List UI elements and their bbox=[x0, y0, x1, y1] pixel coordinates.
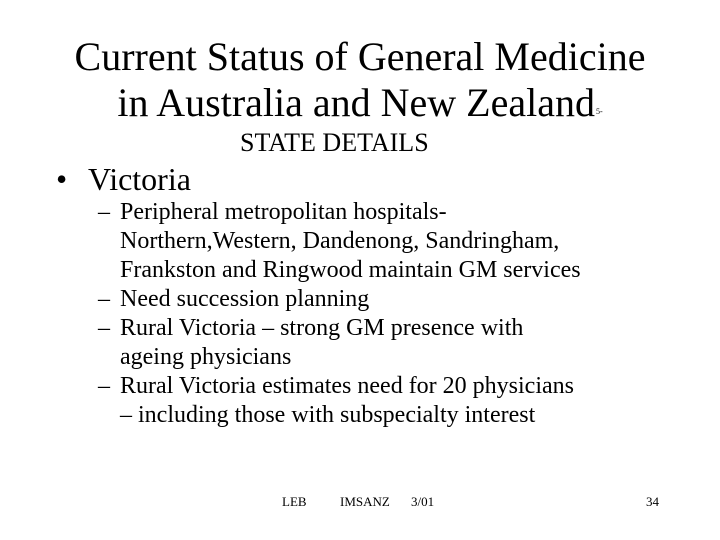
sub-bullet-succession bbox=[98, 285, 708, 314]
sub-bullet-line: Rural Victoria estimates need for 20 physicians bbox=[120, 373, 574, 399]
footer-date: 3/01 bbox=[411, 494, 435, 509]
sub-bullet-line: ageing physicians bbox=[120, 344, 292, 370]
title-line-1: Current Status of General Medicine bbox=[74, 34, 646, 79]
dash-icon: – bbox=[98, 373, 110, 399]
slide-title bbox=[0, 34, 720, 137]
footer-organization: IMSANZ bbox=[340, 494, 390, 509]
sub-bullet-hospitals bbox=[98, 198, 708, 285]
dash-icon: – bbox=[98, 315, 110, 341]
bullet-victoria bbox=[56, 160, 191, 198]
bullet-victoria-label: Victoria bbox=[88, 161, 191, 197]
sub-bullet-line: Frankston and Ringwood maintain GM services bbox=[120, 257, 581, 283]
title-mark: 5- bbox=[595, 107, 603, 116]
sub-bullet-line: Need succession planning bbox=[120, 286, 370, 312]
sub-bullet-list bbox=[98, 198, 708, 430]
bullet-dot-icon: • bbox=[56, 161, 68, 197]
dash-icon: – bbox=[98, 286, 110, 312]
sub-bullet-line: Northern,Western, Dandenong, Sandringham, bbox=[120, 228, 560, 254]
sub-bullet-line: Peripheral metropolitan hospitals- bbox=[120, 199, 447, 225]
sub-bullet-rural-presence bbox=[98, 314, 708, 372]
sub-bullet-line: Rural Victoria – strong GM presence with bbox=[120, 315, 524, 341]
sub-bullet-line: – including those with subspecialty interest bbox=[120, 402, 536, 428]
dash-icon: – bbox=[98, 199, 110, 225]
sub-bullet-rural-estimates bbox=[98, 372, 708, 430]
footer-page-number: 34 bbox=[646, 494, 659, 509]
title-line-2-text: in Australia and New Zealand bbox=[117, 80, 595, 125]
footer-author: LEB bbox=[282, 494, 307, 509]
slide-subtitle: STATE DETAILS bbox=[240, 128, 429, 157]
